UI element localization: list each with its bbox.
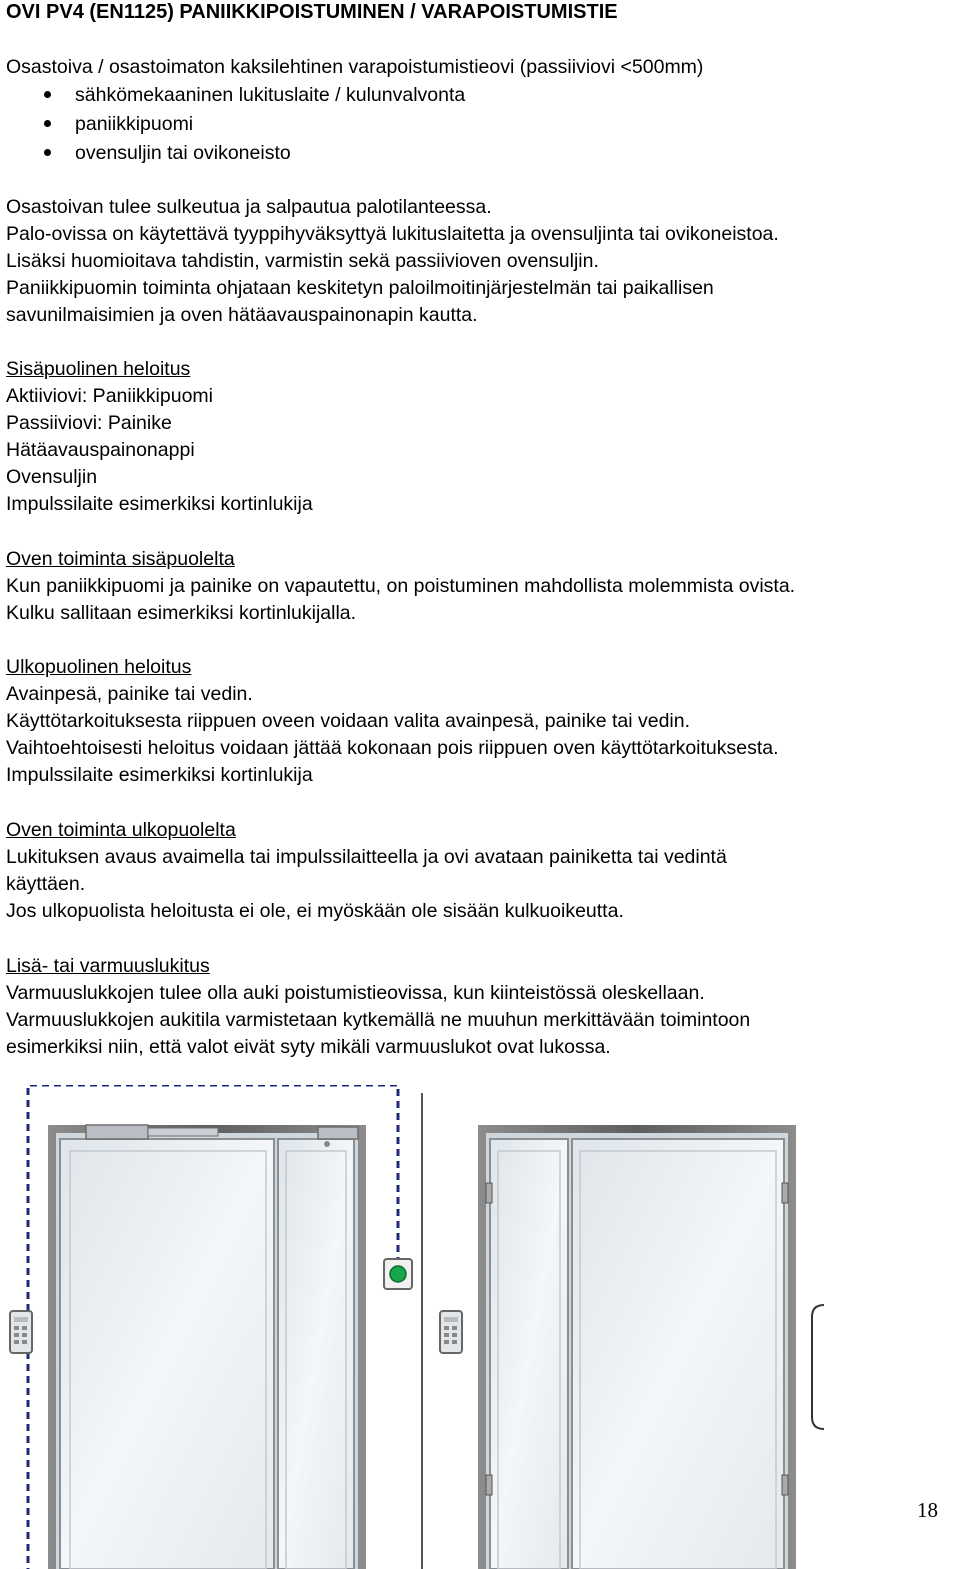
section-heading: Oven toiminta sisäpuolelta [6,548,235,570]
section-line: käyttäen. [6,873,86,895]
section-line: Käyttötarkoituksesta riippuen oveen voidaan valita avainpesä, painike tai vedin. [6,710,691,732]
page-number: 18 [917,1498,938,1522]
page-title: OVI PV4 (EN1125) PANIIKKIPOISTUMINEN / VARAPOISTUMISTIE [6,1,618,23]
bullet-icon [44,120,51,127]
bracket-line [812,1305,824,1429]
hinge-icon [486,1183,492,1203]
section-line: Ovensuljin [6,466,98,488]
card-reader-icon [10,1311,32,1353]
body-line: Paniikkipuomin toiminta ohjataan keskitetyn paloilmoitinjärjestelmän tai paikallisen [6,277,714,299]
body-line: Osastoivan tulee sulkeutua ja salpautua palotilanteessa. [6,196,492,218]
inside-door-view [10,1085,412,1569]
requirement-list [6,81,465,168]
section-line: Hätäavauspainonappi [6,439,195,461]
body-line: savunilmaisimien ja oven hätäavauspainonapin kautta. [6,304,478,326]
section-line: esimerkiksi niin, että valot eivät syty mikäli varmuuslukot ovat lukossa. [6,1036,611,1058]
body-line: Palo-ovissa on käytettävä tyyppihyväksyttyä lukituslaitetta ja ovensuljinta tai ovikoneistoa. [6,223,779,245]
hinge-icon [782,1475,788,1495]
section-line: Impulssilaite esimerkiksi kortinlukija [6,493,313,515]
list-item: sähkömekaaninen lukituslaite / kulunvalvonta [6,81,465,110]
active-door-leaf [60,1139,274,1569]
section-line: Aktiiviovi: Paniikkipuomi [6,385,213,407]
active-door-leaf [572,1139,784,1569]
coordinator-icon [318,1127,358,1139]
section-line: Lukituksen avaus avaimella tai impulssilaitteella ja ovi avataan painiketta tai vedintä [6,846,727,868]
door-closer-icon [86,1125,148,1139]
section-line: Impulssilaite esimerkiksi kortinlukija [6,764,313,786]
passive-door-leaf [490,1139,568,1569]
emergency-release-button-icon [384,1259,412,1289]
section-heading: Ulkopuolinen heloitus [6,656,192,678]
hinge-icon [782,1183,788,1203]
section-line: Kulku sallitaan esimerkiksi kortinlukijalla. [6,602,357,624]
section-line: Passiiviovi: Painike [6,412,172,434]
bullet-icon [44,149,51,156]
bullet-icon [44,91,51,98]
card-reader-icon [440,1311,462,1353]
section-line: Jos ulkopuolista heloitusta ei ole, ei myöskään ole sisään kulkuoikeutta. [6,900,624,922]
section-heading: Sisäpuolinen heloitus [6,358,191,380]
section-line: Kun paniikkipuomi ja painike on vapautettu, on poistuminen mahdollista molemmista ovista. [6,575,796,597]
intro-line: Osastoiva / osastoimaton kaksilehtinen varapoistumistieovi (passiiviovi <500mm) [6,56,704,78]
list-item: ovensuljin tai ovikoneisto [6,139,465,168]
section-heading: Lisä- tai varmuuslukitus [6,955,210,977]
passive-door-leaf [278,1139,354,1569]
section-line: Varmuuslukkojen aukitila varmistetaan kytkemällä ne muuhun merkittävään toimintoon [6,1009,751,1031]
list-item: paniikkipuomi [6,110,465,139]
section-line: Vaihtoehtoisesti heloitus voidaan jättää kokonaan pois riippuen oven käyttötarkoituksesta. [6,737,779,759]
section-line: Varmuuslukkojen tulee olla auki poistumistieovissa, kun kiinteistössä oleskellaan. [6,982,705,1004]
outside-door-view [440,1125,868,1569]
section-heading: Oven toiminta ulkopuolelta [6,819,236,841]
hinge-icon [486,1475,492,1495]
body-line: Lisäksi huomioitava tahdistin, varmistin sekä passiivioven ovensuljin. [6,250,599,272]
door-illustration [0,1085,960,1569]
section-line: Avainpesä, painike tai vedin. [6,683,253,705]
